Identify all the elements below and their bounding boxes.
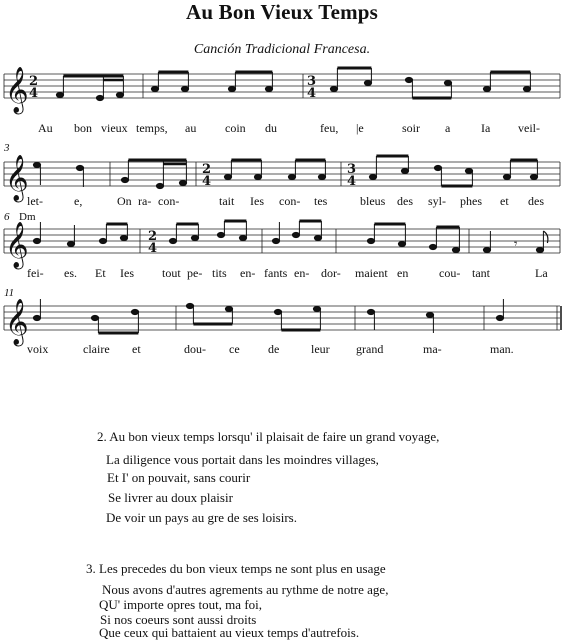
verse-3-line-5: Que ceux qui battaient au vieux temps d'autrefois. (99, 625, 360, 640)
lyric-syllable: phes (460, 194, 482, 208)
lyric-syllable: grand (356, 342, 384, 356)
lyric-syllable: e, (74, 194, 83, 208)
lyric-syllable: tits (212, 266, 227, 280)
lyric-syllable: en- (294, 266, 310, 280)
verse-3-line-1: 3. Les precedes du bon vieux temps ne sont plus en usage (86, 561, 386, 576)
lyric-syllable: du (265, 121, 277, 135)
lyric-syllable: dou- (184, 342, 206, 356)
lyric-syllable: syl- (428, 194, 446, 208)
lyric-syllable: Ia (481, 121, 491, 135)
lyric-syllable: et (500, 194, 509, 208)
lyric-syllable: ra- (138, 194, 152, 208)
verse-3-line-3: QU' importe opres tout, ma foi, (99, 597, 263, 612)
treble-clef: 𝄞 (5, 299, 29, 345)
staff-system-1 (4, 67, 560, 135)
lyric-syllable: vieux (101, 121, 128, 135)
lyric-syllable: fei- (27, 266, 44, 280)
song-subtitle: Canción Tradicional Francesa. (193, 42, 371, 57)
time-signature-top: 2 (29, 74, 39, 89)
lyric-syllable: dor- (321, 266, 341, 280)
lyric-syllable: voix (27, 342, 49, 356)
staff-system-3 (4, 211, 560, 280)
lyric-syllable: Et (95, 266, 106, 280)
lyric-syllable: On (117, 194, 132, 208)
verse-2-line-1: 2. Au bon vieux temps lorsqu' il plaisait de faire un grand voyage, (97, 429, 440, 444)
lyric-syllable: maient (355, 266, 388, 280)
verse-2-line-4: Se livrer au doux plaisir (108, 490, 233, 505)
verse-2-line-3: Et I' on pouvait, sans courir (107, 470, 251, 485)
lyric-syllable: es. (64, 266, 77, 280)
lyric-syllable: feu, (320, 121, 339, 135)
time-signature-top: 2 (202, 162, 212, 177)
verse-2-line-5: De voir un pays au gre de ses loisirs. (106, 510, 297, 525)
time-signature-bottom: 4 (307, 86, 317, 101)
song-title: Au Bon Vieux Temps (185, 0, 379, 24)
lyric-syllable: con- (279, 194, 301, 208)
lyric-syllable: |e (356, 121, 364, 135)
time-signature-top: 2 (148, 229, 158, 244)
staff-system-2 (3, 142, 560, 208)
time-signature-bottom: 4 (29, 86, 39, 101)
lyric-syllable: ce (229, 342, 240, 356)
lyric-syllable: en- (240, 266, 256, 280)
lyric-syllable: bon (74, 121, 92, 135)
lyric-syllable: tout (162, 266, 181, 280)
lyric-syllable: man. (490, 342, 514, 356)
lyric-syllable: de (268, 342, 280, 356)
lyric-syllable: bleus (360, 194, 386, 208)
lyric-syllable: tant (472, 266, 490, 280)
chord-symbol: Dm (19, 211, 36, 223)
lyric-syllable: La (535, 266, 548, 280)
time-signature-bottom: 4 (148, 241, 158, 256)
time-signature-bottom: 4 (347, 174, 357, 189)
treble-clef: 𝄞 (5, 222, 29, 268)
lyric-syllable: des (528, 194, 544, 208)
lyric-syllable: cou- (439, 266, 461, 280)
lyric-syllable: et (132, 342, 141, 356)
lyric-syllable: fants (264, 266, 288, 280)
lyric-syllable: tait (219, 194, 235, 208)
lyric-syllable: claire (83, 342, 110, 356)
lyric-syllable: Ies (120, 266, 134, 280)
lyric-syllable: Au (38, 121, 53, 135)
staff-system-4 (4, 287, 561, 356)
verse-3-line-2: Nous avons d'autres agrements au rythme de notre age, (102, 582, 389, 597)
lyric-syllable: en (397, 266, 409, 280)
lyric-syllable: coin (225, 121, 246, 135)
time-signature-top: 3 (347, 162, 357, 177)
verse-2-line-2: La diligence vous portait dans les moindres villages, (106, 452, 379, 467)
lyric-syllable: a (445, 121, 451, 135)
time-signature-bottom: 4 (202, 174, 212, 189)
lyric-syllable: leur (311, 342, 330, 356)
measure-number: 11 (4, 287, 15, 299)
lyric-syllable: au (185, 121, 197, 135)
lyric-syllable: veil- (518, 121, 540, 135)
lyric-syllable: con- (158, 194, 180, 208)
eighth-rest-icon: 𝄾 (514, 237, 518, 252)
lyric-syllable: Ies (250, 194, 264, 208)
verse-3-line-4: Si nos coeurs sont aussi droits (100, 612, 257, 627)
lyric-syllable: let- (27, 194, 43, 208)
lyric-syllable: temps, (136, 121, 168, 135)
treble-clef: 𝄞 (5, 155, 29, 201)
lyric-syllable: ma- (423, 342, 442, 356)
time-signature-top: 3 (307, 74, 317, 89)
measure-number: 3 (4, 142, 10, 154)
lyric-syllable: tes (314, 194, 328, 208)
lyric-syllable: soir (402, 121, 420, 135)
measure-number: 6 (4, 211, 10, 223)
lyric-syllable: des (397, 194, 413, 208)
treble-clef: 𝄞 (5, 67, 29, 113)
lyric-syllable: pe- (187, 266, 203, 280)
